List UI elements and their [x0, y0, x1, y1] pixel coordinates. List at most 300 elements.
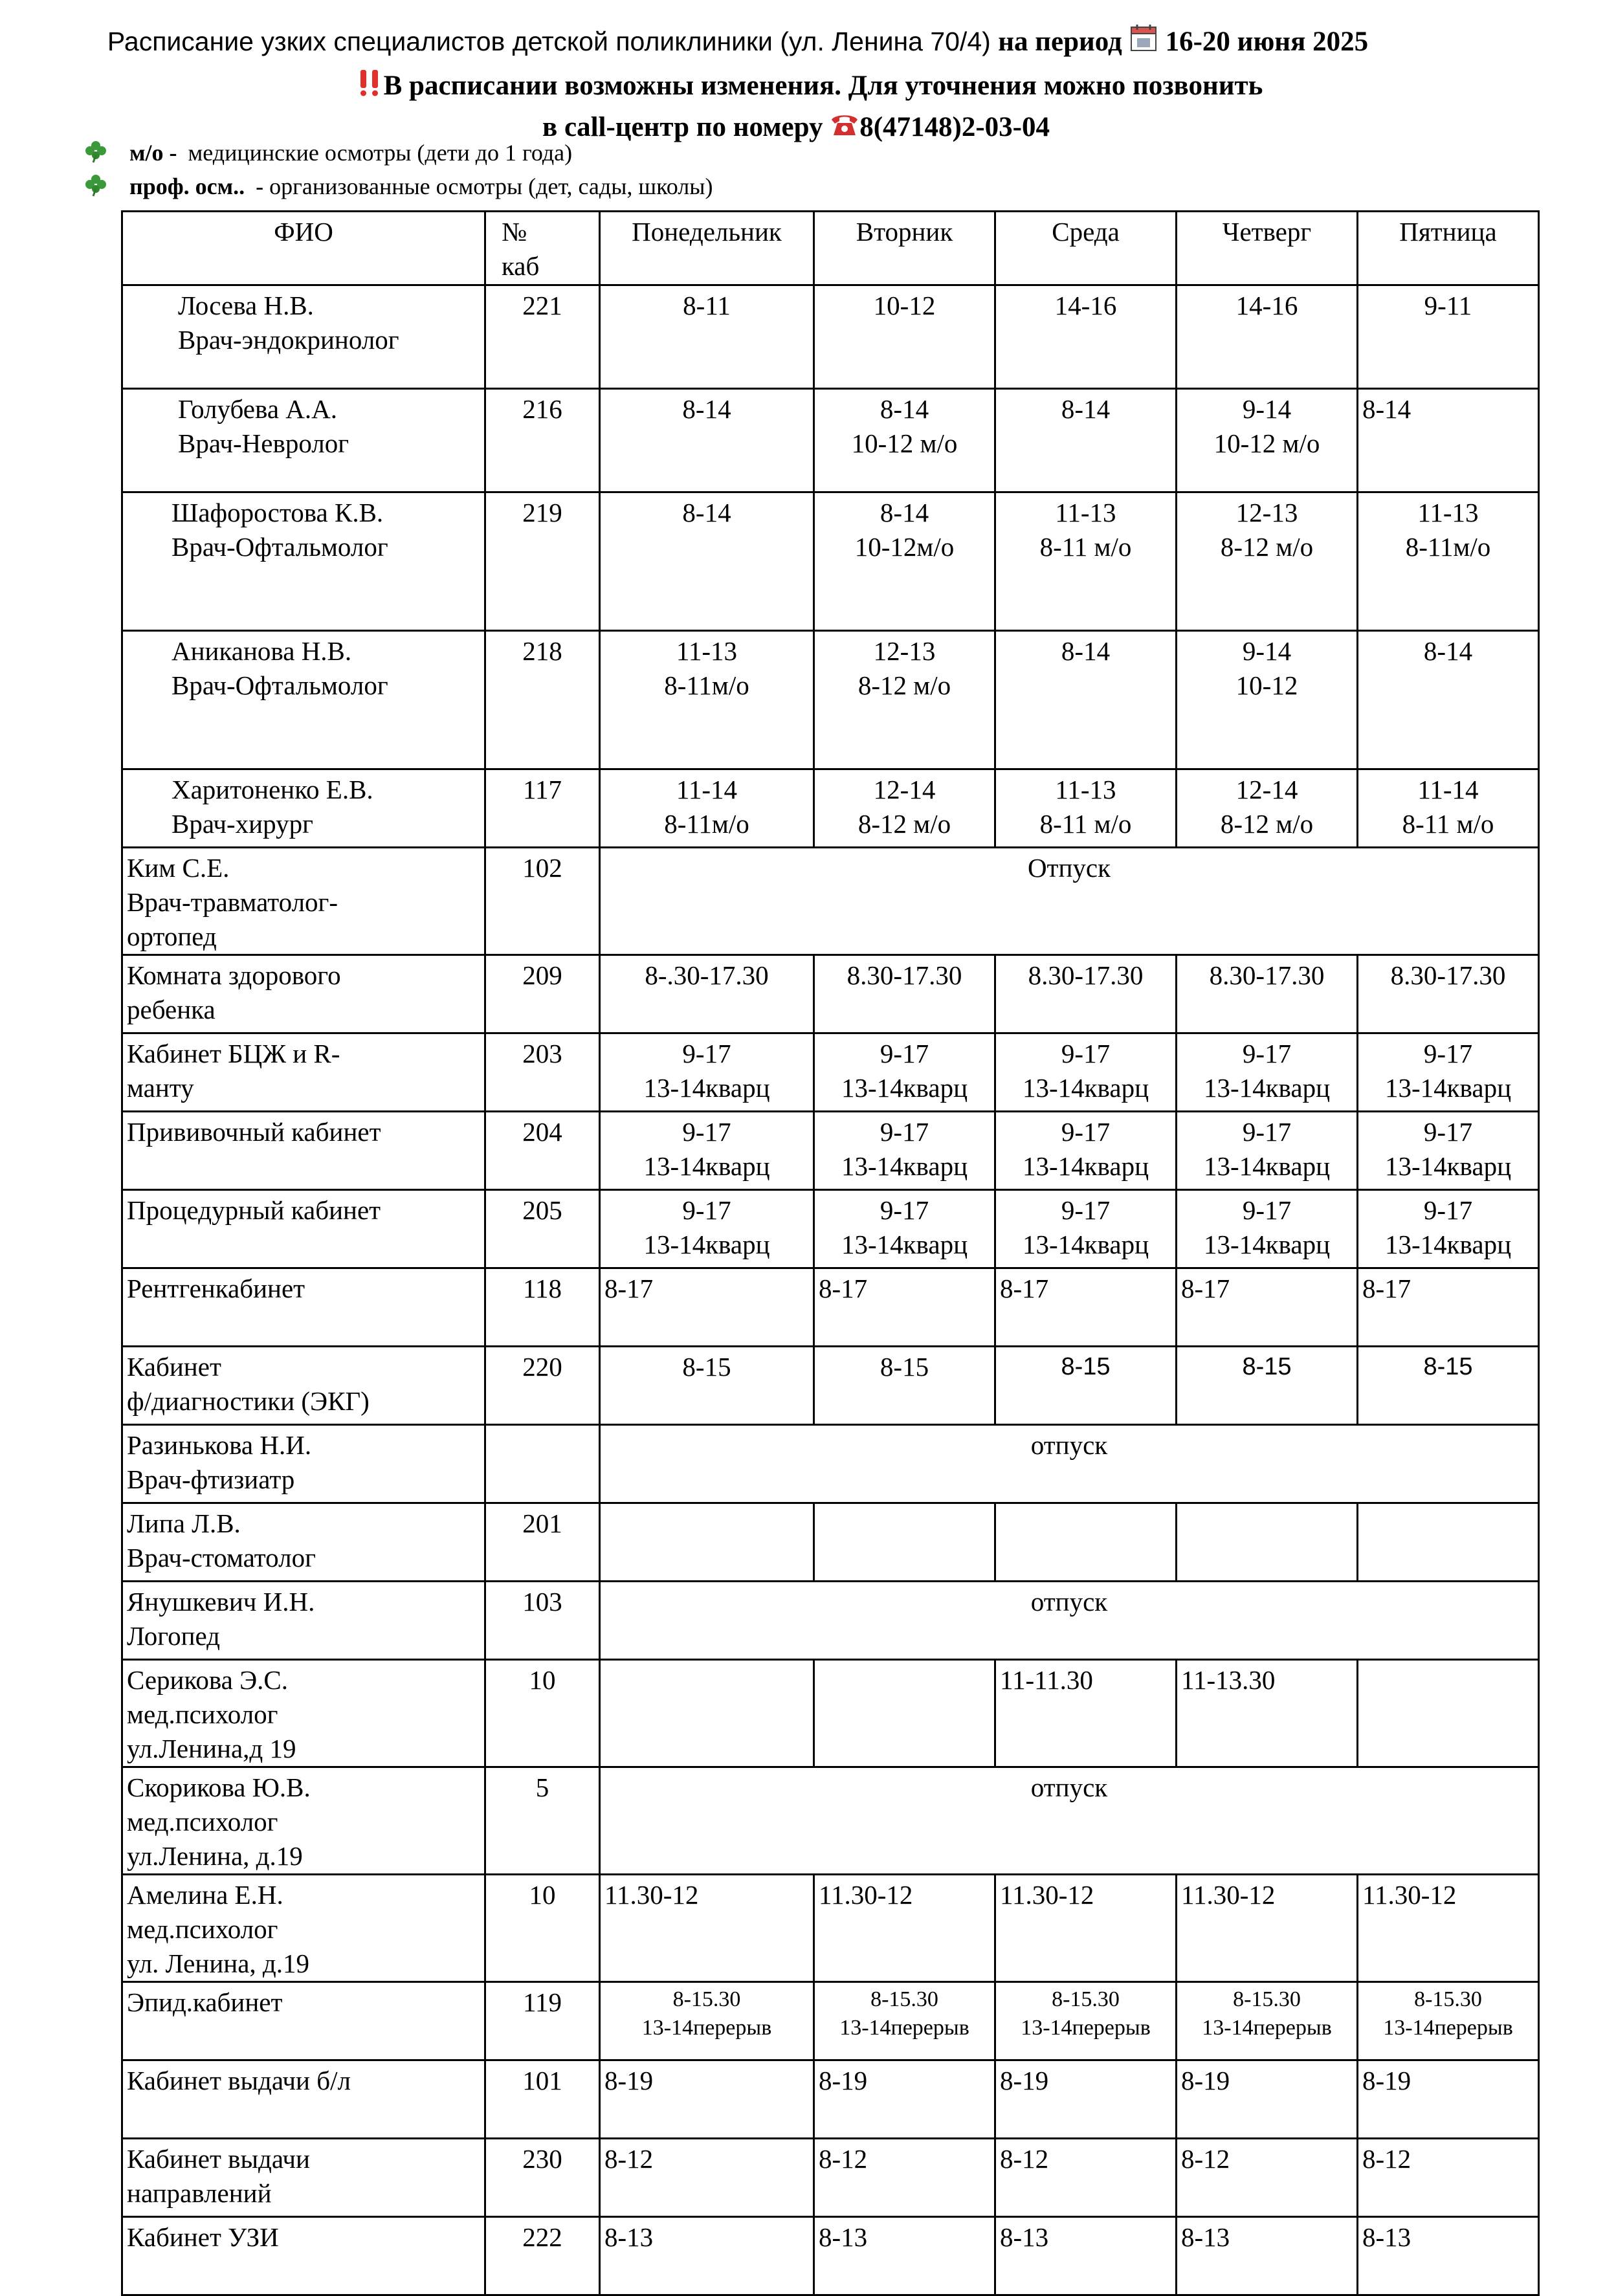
name-cell: [122, 955, 485, 1033]
name-line: Кабинет выдачи б/л: [127, 2066, 351, 2095]
schedule-time: 8-15.30: [870, 1987, 938, 2011]
schedule-cell: [814, 769, 995, 848]
header-title: Расписание узких специалистов детской поликлиники (ул. Ленина 70/4): [107, 27, 991, 56]
table-row: [122, 285, 1539, 389]
schedule-time: 8-15: [682, 1352, 731, 1382]
schedule-time: 10-12м/о: [854, 532, 955, 562]
schedule-time: 8-15.30: [1233, 1987, 1301, 2011]
schedule-time: 13-14кварц: [841, 1073, 968, 1103]
room-cell: 209: [485, 955, 600, 1033]
table-row: [122, 1190, 1539, 1268]
schedule-time: 11-13.30: [1181, 1665, 1276, 1695]
schedule-cell: [1177, 2217, 1358, 2295]
name-line: Скорикова Ю.В.: [127, 1772, 311, 1802]
schedule-time: 8-15: [880, 1352, 929, 1382]
schedule-time: 13-14перерыв: [1383, 2016, 1513, 2040]
schedule-cell: [1358, 1503, 1539, 1582]
schedule-cell: [1358, 1033, 1539, 1112]
name-line: Липа Л.В.: [127, 1508, 241, 1538]
schedule-body: [122, 285, 1539, 2295]
schedule-time: 11.30-12: [1362, 1880, 1457, 1910]
clover-icon: [84, 172, 129, 206]
schedule-time: 8-19: [604, 2066, 654, 2095]
schedule-cell: [814, 1268, 995, 1347]
schedule-time: 11-13: [1055, 498, 1116, 527]
table-row: [122, 1033, 1539, 1112]
schedule-cell: [1177, 2139, 1358, 2217]
schedule-cell: [1177, 389, 1358, 492]
schedule-time: 8-11м/о: [1405, 532, 1491, 562]
schedule-cell: [600, 2139, 814, 2217]
name-cell: [122, 1503, 485, 1582]
room-cell: 220: [485, 1347, 600, 1425]
schedule-cell: [1358, 769, 1539, 848]
schedule-time: 9-17: [1242, 1117, 1292, 1147]
column-header-friday: Пятница: [1358, 212, 1539, 285]
name-cell: [122, 1033, 485, 1112]
schedule-time: 8.30-17.30: [847, 960, 962, 990]
schedule-cell: [1177, 1660, 1358, 1767]
schedule-time: 8-12 м/о: [1220, 532, 1314, 562]
schedule-cell: [1177, 1347, 1358, 1425]
schedule-time: 8-14: [1362, 394, 1411, 424]
schedule-time: 14-16: [1054, 291, 1117, 320]
name-line: Врач-травматолог-: [127, 887, 338, 917]
name-cell: [122, 1268, 485, 1347]
schedule-time: 13-14кварц: [1022, 1230, 1149, 1259]
schedule-time: 11.30-12: [1181, 1880, 1276, 1910]
schedule-cell: [600, 1033, 814, 1112]
schedule-time: 8-11 м/о: [1039, 532, 1132, 562]
room-cell: 219: [485, 492, 600, 631]
table-row: [122, 492, 1539, 631]
schedule-time: 9-17: [880, 1195, 929, 1225]
name-line: ул.Ленина,д 19: [127, 1734, 296, 1763]
room-cell: 10: [485, 1660, 600, 1767]
table-row: [122, 955, 1539, 1033]
name-cell: [122, 389, 485, 492]
schedule-cell: [814, 2217, 995, 2295]
schedule-time: 8-13: [1181, 2222, 1230, 2252]
name-cell: [122, 2139, 485, 2217]
schedule-time: 13-14кварц: [1384, 1073, 1512, 1103]
column-header-room: [485, 212, 600, 285]
schedule-time: 13-14перерыв: [1021, 2016, 1151, 2040]
table-row: [122, 769, 1539, 848]
schedule-time: 8-12: [604, 2144, 654, 2174]
name-cell: [122, 2060, 485, 2139]
schedule-time: 13-14кварц: [1022, 1151, 1149, 1181]
schedule-cell: [600, 492, 814, 631]
schedule-cell: [1177, 2060, 1358, 2139]
name-line: ул. Ленина, д.19: [127, 1948, 310, 1978]
schedule-cell: [995, 492, 1177, 631]
schedule-cell: [1177, 1112, 1358, 1190]
schedule-cell: [995, 2139, 1177, 2217]
column-header-name: ФИО: [122, 212, 485, 285]
name-line: Амелина Е.Н.: [127, 1880, 283, 1910]
schedule-cell: [1358, 631, 1539, 769]
name-line: Голубева А.А.: [178, 394, 337, 424]
name-line: Прививочный кабинет: [127, 1117, 381, 1147]
schedule-time: 8-11 м/о: [1039, 809, 1132, 839]
schedule-time: 13-14кварц: [1384, 1230, 1512, 1259]
schedule-cell: [600, 1982, 814, 2060]
name-cell: [122, 1425, 485, 1503]
schedule-time: 9-17: [1061, 1117, 1111, 1147]
schedule-cell: [1177, 1190, 1358, 1268]
name-cell: [122, 1767, 485, 1875]
room-header-line2: каб: [502, 251, 540, 281]
name-line: Логопед: [127, 1621, 221, 1651]
schedule-cell: [814, 492, 995, 631]
table-row: [122, 1112, 1539, 1190]
table-row: [122, 1660, 1539, 1767]
room-cell: 103: [485, 1582, 600, 1660]
schedule-time: 11-11.30: [1000, 1665, 1093, 1695]
header-warning: В расписании возможны изменения. Для уточнения можно позвонить: [383, 71, 1263, 102]
schedule-time: 8-14: [682, 394, 731, 424]
name-line: Процедурный кабинет: [127, 1195, 381, 1225]
table-row: [122, 389, 1539, 492]
schedule-time: 13-14кварц: [643, 1230, 770, 1259]
column-header-thursday: Четверг: [1177, 212, 1358, 285]
room-cell: 230: [485, 2139, 600, 2217]
schedule-cell: [1358, 1660, 1539, 1767]
schedule-time: 8-15.30: [1052, 1987, 1120, 2011]
schedule-cell: [1358, 1190, 1539, 1268]
schedule-cell: [995, 1190, 1177, 1268]
schedule-time: 13-14перерыв: [839, 2016, 969, 2040]
name-line: Кабинет выдачи: [127, 2144, 310, 2174]
room-cell: 222: [485, 2217, 600, 2295]
schedule-time: 9-17: [1242, 1195, 1292, 1225]
schedule-cell: [814, 1503, 995, 1582]
schedule-cell: [995, 631, 1177, 769]
schedule-time: 8-11м/о: [664, 809, 749, 839]
schedule-cell: [995, 389, 1177, 492]
schedule-cell: [995, 955, 1177, 1033]
schedule-time: 13-14кварц: [1203, 1230, 1331, 1259]
schedule-cell: [995, 285, 1177, 389]
name-line: Серикова Э.С.: [127, 1665, 289, 1695]
schedule-time: 8-13: [604, 2222, 654, 2252]
name-line: Врач-стоматолог: [127, 1543, 316, 1573]
name-cell: [122, 1982, 485, 2060]
schedule-cell: [600, 1268, 814, 1347]
room-cell: 101: [485, 2060, 600, 2139]
name-line: Комната здорового: [127, 960, 341, 990]
schedule-cell: [1177, 1982, 1358, 2060]
name-cell: [122, 769, 485, 848]
name-line: Лосева Н.В.: [178, 291, 314, 320]
header-warning-line: [13, 67, 1605, 108]
schedule-cell: [995, 1503, 1177, 1582]
schedule-cell: [1358, 1875, 1539, 1982]
schedule-time: 8-13: [819, 2222, 868, 2252]
schedule-cell: [814, 1660, 995, 1767]
name-cell: [122, 1875, 485, 1982]
legend: [84, 136, 713, 203]
schedule-cell: [1358, 1268, 1539, 1347]
schedule-time: 8.30-17.30: [1028, 960, 1144, 990]
schedule-time: 8.30-17.30: [1209, 960, 1325, 990]
table-row: [122, 848, 1539, 955]
schedule-time: 10-12: [1235, 670, 1298, 700]
room-cell: 10: [485, 1875, 600, 1982]
schedule-cell: [1177, 1268, 1358, 1347]
schedule-cell: [814, 285, 995, 389]
room-cell: 117: [485, 769, 600, 848]
name-line: Аниканова Н.В.: [172, 636, 352, 666]
schedule-time: 10-12 м/о: [851, 428, 958, 458]
name-line: мед.психолог: [127, 1699, 278, 1729]
room-cell: 201: [485, 1503, 600, 1582]
name-line: ребенка: [127, 995, 216, 1024]
name-line: ортопед: [127, 922, 217, 951]
name-line: Рентгенкабинет: [127, 1274, 305, 1303]
schedule-time: 8-19: [1000, 2066, 1049, 2095]
room-cell: 205: [485, 1190, 600, 1268]
table-row: [122, 1425, 1539, 1503]
schedule-cell: [1177, 955, 1358, 1033]
header-period-label: на период: [998, 27, 1122, 57]
room-cell: [485, 1425, 600, 1503]
legend-term: м/о -: [129, 140, 177, 166]
schedule-time: 8-19: [819, 2066, 868, 2095]
schedule-cell: [600, 389, 814, 492]
schedule-cell: [814, 1982, 995, 2060]
room-cell: 119: [485, 1982, 600, 2060]
schedule-time: 11.30-12: [604, 1880, 699, 1910]
name-line: манту: [127, 1073, 194, 1103]
schedule-cell: [600, 1112, 814, 1190]
schedule-time: 8-15: [1242, 1353, 1292, 1380]
room-cell: 204: [485, 1112, 600, 1190]
name-line: мед.психолог: [127, 1914, 278, 1944]
schedule-time: 8-17: [1181, 1274, 1230, 1303]
name-cell: [122, 2217, 485, 2295]
schedule-cell: [814, 2060, 995, 2139]
header-phone[interactable]: 8(47148)2-03-04: [859, 111, 1050, 142]
schedule-cell: [1358, 1112, 1539, 1190]
schedule-cell: [1177, 1033, 1358, 1112]
schedule-cell: [600, 285, 814, 389]
schedule-cell: [600, 2060, 814, 2139]
schedule-cell: [600, 1503, 814, 1582]
schedule-time: 11-13: [676, 636, 738, 666]
schedule-cell: [995, 1875, 1177, 1982]
schedule-time: 8-17: [1362, 1274, 1411, 1303]
name-line: мед.психолог: [127, 1807, 278, 1837]
schedule-time: 8-12: [1000, 2144, 1049, 2174]
legend-desc: - организованные осмотры (дет, сады, школы): [256, 173, 713, 199]
name-line: Янушкевич И.Н.: [127, 1587, 315, 1617]
schedule-time: 8-17: [819, 1274, 868, 1303]
schedule-time: 13-14перерыв: [641, 2016, 772, 2040]
name-line: Врач-фтизиатр: [127, 1464, 295, 1494]
room-cell: 5: [485, 1767, 600, 1875]
schedule-time: 8-17: [604, 1274, 654, 1303]
schedule-time: 9-17: [1242, 1039, 1292, 1068]
schedule-time: 9-17: [1423, 1195, 1473, 1225]
column-header-monday: Понедельник: [600, 212, 814, 285]
schedule-time: 14-16: [1235, 291, 1298, 320]
schedule-time: 9-17: [682, 1039, 731, 1068]
table-row: [122, 1582, 1539, 1660]
schedule-cell: [995, 2060, 1177, 2139]
room-cell: 216: [485, 389, 600, 492]
schedule-cell: [1177, 492, 1358, 631]
schedule-cell: [814, 955, 995, 1033]
schedule-cell: [1358, 389, 1539, 492]
page-header: [0, 18, 1605, 149]
schedule-time: 9-17: [1423, 1117, 1473, 1147]
column-header-wednesday: Среда: [995, 212, 1177, 285]
schedule-cell: [1177, 631, 1358, 769]
schedule-cell: [814, 1190, 995, 1268]
schedule-cell: [1358, 955, 1539, 1033]
room-header-line1: №: [502, 217, 527, 247]
table-row: [122, 1503, 1539, 1582]
legend-item: [84, 136, 713, 170]
name-line: направлений: [127, 2178, 272, 2208]
name-line: Кабинет БЦЖ и R-: [127, 1039, 340, 1068]
schedule-cell: [1177, 1503, 1358, 1582]
schedule-time: 9-17: [682, 1195, 731, 1225]
schedule-time: 9-17: [682, 1117, 731, 1147]
header-callcenter-text: в call-центр по номеру: [542, 111, 823, 142]
table-header-row: [122, 212, 1539, 285]
schedule-cell: [814, 389, 995, 492]
legend-term: проф. осм..: [129, 173, 245, 199]
schedule-time: 8-14: [1423, 636, 1473, 666]
table-row: [122, 2217, 1539, 2295]
schedule-time: 13-14кварц: [841, 1230, 968, 1259]
schedule-time: 8-.30-17.30: [645, 960, 769, 990]
schedule-cell: [600, 1190, 814, 1268]
table-row: [122, 1767, 1539, 1875]
schedule-cell: [814, 2139, 995, 2217]
schedule-time: 8-15.30: [1414, 1987, 1482, 2011]
schedule-cell: [995, 1268, 1177, 1347]
schedule-time: 11.30-12: [1000, 1880, 1094, 1910]
name-line: Шафоростова К.В.: [172, 498, 384, 527]
schedule-time: 13-14кварц: [643, 1151, 770, 1181]
schedule-time: 9-17: [1061, 1195, 1111, 1225]
room-cell: 218: [485, 631, 600, 769]
room-cell: 102: [485, 848, 600, 955]
name-cell: [122, 1112, 485, 1190]
room-cell: 203: [485, 1033, 600, 1112]
schedule-time: 13-14перерыв: [1202, 2016, 1332, 2040]
vacation-cell: отпуск: [600, 1425, 1539, 1503]
schedule-time: 11-14: [1417, 775, 1479, 804]
schedule-time: 8-15: [1061, 1353, 1111, 1380]
schedule-cell: [1358, 2139, 1539, 2217]
schedule-time: 9-17: [1061, 1039, 1111, 1068]
schedule-time: 12-13: [1235, 498, 1298, 527]
schedule-time: 12-14: [1235, 775, 1298, 804]
schedule-cell: [995, 1982, 1177, 2060]
vacation-cell: отпуск: [600, 1767, 1539, 1875]
schedule-time: 13-14кварц: [643, 1073, 770, 1103]
vacation-cell: Отпуск: [600, 848, 1539, 955]
schedule-time: 8-19: [1362, 2066, 1411, 2095]
schedule-time: 13-14кварц: [841, 1151, 968, 1181]
schedule-cell: [995, 1660, 1177, 1767]
schedule-time: 12-13: [873, 636, 936, 666]
schedule-time: 8-12 м/о: [1220, 809, 1314, 839]
table-row: [122, 2139, 1539, 2217]
schedule-cell: [600, 1660, 814, 1767]
schedule-time: 12-14: [873, 775, 936, 804]
schedule-cell: [995, 1112, 1177, 1190]
schedule-time: 8-14: [682, 498, 731, 527]
schedule-time: 13-14кварц: [1022, 1073, 1149, 1103]
name-cell: [122, 285, 485, 389]
schedule-time: 9-14: [1242, 394, 1292, 424]
telephone-icon: [830, 110, 859, 149]
name-cell: [122, 1190, 485, 1268]
name-line: Врач-Офтальмолог: [172, 670, 388, 700]
schedule-time: 8-11 м/о: [1402, 809, 1494, 839]
schedule-cell: [1177, 769, 1358, 848]
schedule-time: 8-12 м/о: [858, 670, 951, 700]
table-row: [122, 2060, 1539, 2139]
header-title-line: [0, 18, 1605, 67]
schedule-time: 9-17: [880, 1039, 929, 1068]
name-line: Разинькова Н.И.: [127, 1430, 312, 1460]
name-line: Врач-хирург: [172, 809, 313, 839]
name-cell: [122, 1660, 485, 1767]
schedule-cell: [600, 1347, 814, 1425]
name-line: Ким С.Е.: [127, 853, 230, 883]
table-row: [122, 631, 1539, 769]
header-dates: 16-20 июня 2025: [1165, 27, 1369, 57]
name-cell: [122, 1347, 485, 1425]
schedule-time: 8-12 м/о: [858, 809, 951, 839]
schedule-time: 11-13: [1417, 498, 1479, 527]
schedule-cell: [814, 1347, 995, 1425]
schedule-cell: [1358, 1347, 1539, 1425]
schedule-cell: [1177, 285, 1358, 389]
schedule-cell: [995, 1347, 1177, 1425]
calendar-icon: [1129, 20, 1158, 67]
name-line: Кабинет: [127, 1352, 221, 1382]
schedule-time: 8-14: [1061, 394, 1111, 424]
schedule-time: 8-19: [1181, 2066, 1230, 2095]
schedule-time: 8-13: [1000, 2222, 1049, 2252]
schedule-time: 9-17: [880, 1117, 929, 1147]
schedule-time: 13-14кварц: [1203, 1073, 1331, 1103]
double-exclamation-icon: [355, 69, 384, 108]
schedule-cell: [600, 769, 814, 848]
schedule-cell: [814, 1033, 995, 1112]
schedule-cell: [600, 1875, 814, 1982]
schedule-time: 8-17: [1000, 1274, 1049, 1303]
schedule-time: 11.30-12: [819, 1880, 913, 1910]
schedule-cell: [600, 955, 814, 1033]
schedule-cell: [1358, 492, 1539, 631]
schedule-cell: [1177, 1875, 1358, 1982]
name-line: Врач-Невролог: [178, 428, 349, 458]
column-header-tuesday: Вторник: [814, 212, 995, 285]
schedule-cell: [814, 1875, 995, 1982]
table-row: [122, 1875, 1539, 1982]
schedule-time: 13-14кварц: [1203, 1151, 1331, 1181]
schedule-time: 11-14: [676, 775, 738, 804]
